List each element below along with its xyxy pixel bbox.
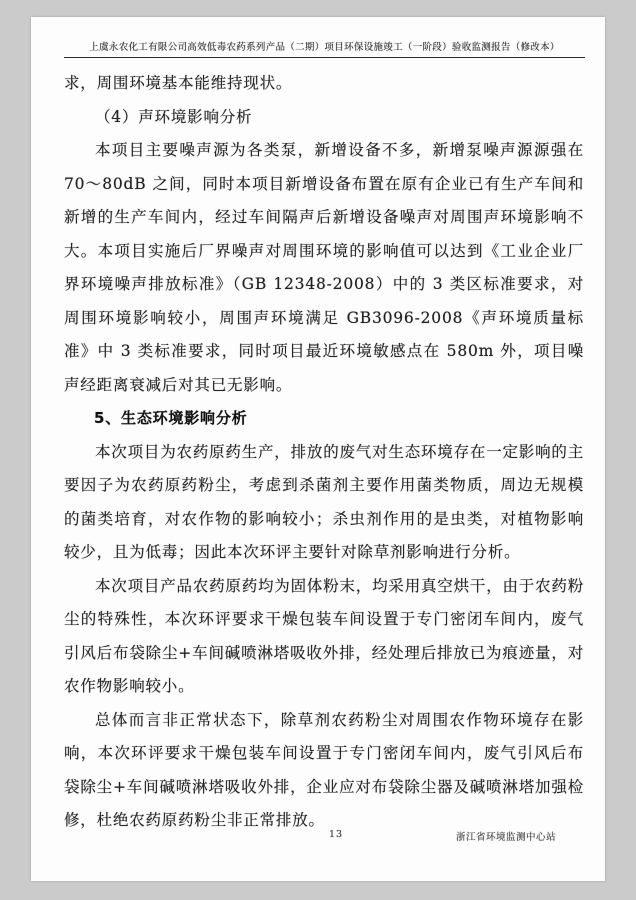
heading-ecological-analysis: 5、生态环境影响分析 xyxy=(94,409,248,427)
paragraph-noise-analysis: 本项目主要噪声源为各类泵，新增设备不多，新增泵噪声源源强在 70～80dB 之间，同时本项目新增设备布置在原有企业已有生产车间和新增的生产车间内，经过车间隔声后新增设备噪声对周围声环境影响不大。本项目实施后厂界噪声对周围环境的影响值可以达到《工业企业厂界环境噪声排放标准》（GB 12348-2008）中的 3 类区标准要求，对周围环境影响较小，周围声环境满足 GB3096-2008《声环境质量标准》中 3 类标准要求，同时项目最近环境敏感点在 580m 外，项目噪声经距离衰减后对其已无影响。 xyxy=(64,141,584,394)
page-number: 13 xyxy=(329,829,344,840)
paragraph-continuation: 求，周围环境基本能维持现状。 xyxy=(64,74,293,92)
document-body xyxy=(64,67,584,838)
paragraph-eco-3: 总体而言非正常状态下，除草剂农药粉尘对周围农作物环境存在影响，本次环评要求干燥包装车间设置于专门密闭车间内，废气引风后布袋除尘+车间碱喷淋塔吸收外排，企业应对布袋除尘器及碱喷淋塔加强检修，杜绝农药原药粉尘非正常排放。 xyxy=(64,710,584,829)
page-header-running-title: 上虞永农化工有限公司高效低毒农药系列产品（二期）项目环保设施竣工（一阶段）验收监测报告（修改本） xyxy=(64,39,585,58)
footer-organization: 浙江省环境监测中心站 xyxy=(455,832,556,843)
heading-noise-analysis: （4）声环境影响分析 xyxy=(95,107,253,126)
paragraph-eco-2: 本次项目产品农药原药均为固体粉末，均采用真空烘干，由于农药粉尘的特殊性，本次环评要求干燥包装车间设置于专门密闭车间内，废气引风后布袋除尘+车间碱喷淋塔吸收外排，经处理后排放已为痕迹量，对农作物影响较小。 xyxy=(64,576,585,695)
paragraph-eco-1: 本次项目为农药原药生产，排放的废气对生态环境存在一定影响的主要因子为农药原药粉尘，考虑到杀菌剂主要作用菌类物质，周边无规模的菌类培育，对农作物的影响较小；杀虫剂作用的是虫类，对植物影响较少，且为低毒；因此本次环评主要针对除草剂影响进行分析。 xyxy=(64,442,585,561)
document-page xyxy=(31,17,605,881)
page-footer xyxy=(64,829,584,843)
